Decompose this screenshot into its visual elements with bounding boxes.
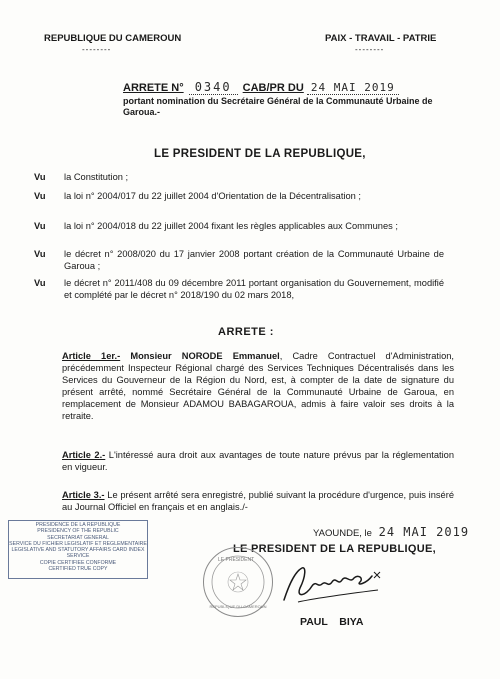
signature-place: YAOUNDE, le: [313, 528, 372, 539]
article-2: [62, 449, 454, 473]
decree-number: 0340: [189, 80, 238, 95]
header-left: REPUBLIQUE DU CAMEROUN: [44, 33, 182, 44]
signature-title: LE PRESIDENT DE LA REPUBLIQUE,: [233, 543, 436, 555]
consideration-item: [34, 220, 444, 232]
header-left-dashes: --------: [82, 45, 112, 54]
consideration-text: le décret n° 2011/408 du 09 décembre 2011 portant organisation du Gouvernement, modifié et complété par le décret n° 2018/190 du 02 mars 2018,: [64, 278, 444, 300]
article-3: [62, 489, 454, 513]
header-right: PAIX - TRAVAIL - PATRIE: [325, 33, 437, 44]
consideration-item: [34, 190, 444, 202]
stamp-line: COPIE CERTIFIEE CONFORME: [39, 559, 117, 566]
consideration-text: la Constitution ;: [64, 172, 129, 182]
consideration-text: le décret n° 2008/020 du 17 janvier 2008 portant création de la Communauté Urbaine de Garoua ;: [64, 249, 444, 271]
certified-copy-stamp: [8, 520, 148, 579]
header-right-dashes: --------: [355, 45, 385, 54]
decree-prefix: ARRETE N°: [123, 82, 184, 94]
decree-subtitle-line1: portant nomination du Secrétaire Général de la Communauté Urbaine de: [123, 96, 433, 106]
consideration-label: Vu: [34, 278, 46, 288]
consideration-item: [34, 171, 444, 183]
consideration-label: Vu: [34, 172, 46, 182]
stamp-line: PRESIDENCY OF THE REPUBLIC: [37, 528, 119, 535]
seal-text-bottom: REPUBLIQUE DU CAMEROUN: [209, 604, 267, 609]
appointee-name: Monsieur NORODE Emmanuel: [130, 351, 280, 361]
stamp-line: LEGISLATIVE AND STATUTORY AFFAIRS CARD INDEX SERVICE: [11, 547, 145, 560]
stamp-line: SECRETARIAT GENERAL: [47, 534, 109, 541]
consideration-label: Vu: [34, 221, 46, 231]
seal-text-top: LE PRESIDENT: [218, 557, 255, 563]
article-text: L'intéressé aura droit aux avantages de toute nature prévus par la réglementation en vigueur.: [62, 450, 454, 472]
article-1: [62, 350, 454, 422]
signature-date: 24 MAI 2019: [378, 525, 470, 539]
decree-subtitle-line2: Garoua.-: [123, 107, 161, 117]
article-label: Article 3.-: [62, 490, 105, 500]
consideration-text: la loi n° 2004/018 du 22 juillet 2004 fixant les règles applicables aux Communes ;: [64, 221, 398, 231]
article-text: Le présent arrêté sera enregistré, publié suivant la procédure d'urgence, puis inséré au Journal Officiel en français et en anglais./-: [62, 490, 454, 512]
decree-date: 24 MAI 2019: [307, 81, 399, 95]
stamp-line: PRESIDENCE DE LA REPUBLIQUE: [35, 522, 121, 528]
decree-subtitle: [123, 96, 463, 118]
article-label: Article 1er.-: [62, 351, 121, 361]
stamp-line: SERVICE DU FICHIER LEGISLATIF ET REGLEMENTAIRE: [9, 540, 147, 547]
president-title: LE PRESIDENT DE LA REPUBLIQUE,: [154, 148, 366, 160]
article-label: Article 2.-: [62, 450, 106, 460]
consideration-label: Vu: [34, 249, 46, 259]
stamp-line: CERTIFIED TRUE COPY: [48, 566, 108, 573]
signature-place-date: [313, 525, 469, 539]
consideration-label: Vu: [34, 191, 46, 201]
signatory-name: PAUL BIYA: [300, 616, 364, 628]
presidential-seal: [203, 547, 273, 617]
consideration-text: la loi n° 2004/017 du 22 juillet 2004 d'Orientation de la Décentralisation ;: [64, 191, 361, 201]
consideration-item: [34, 277, 444, 301]
handwritten-signature: [276, 558, 386, 613]
decree-middle: CAB/PR DU: [242, 82, 304, 94]
consideration-item: [34, 248, 444, 272]
decides-heading: ARRETE :: [218, 326, 274, 338]
decree-number-line: [123, 80, 399, 94]
article-text: , Cadre Contractuel d'Administration, précédemment Inspecteur Régional chargé des Services Techniques Décentralisés dans les Services du Gouverneur de la Région du Nord, est, à compter de la date de signature du présent arrêté, nommé Secrétaire Général de la Communauté Urbaine de Garoua, en remplacement de Monsieur ADAMOU BABAGAROUA, admis à faire valoir ses droits à la retraite.: [62, 351, 454, 421]
